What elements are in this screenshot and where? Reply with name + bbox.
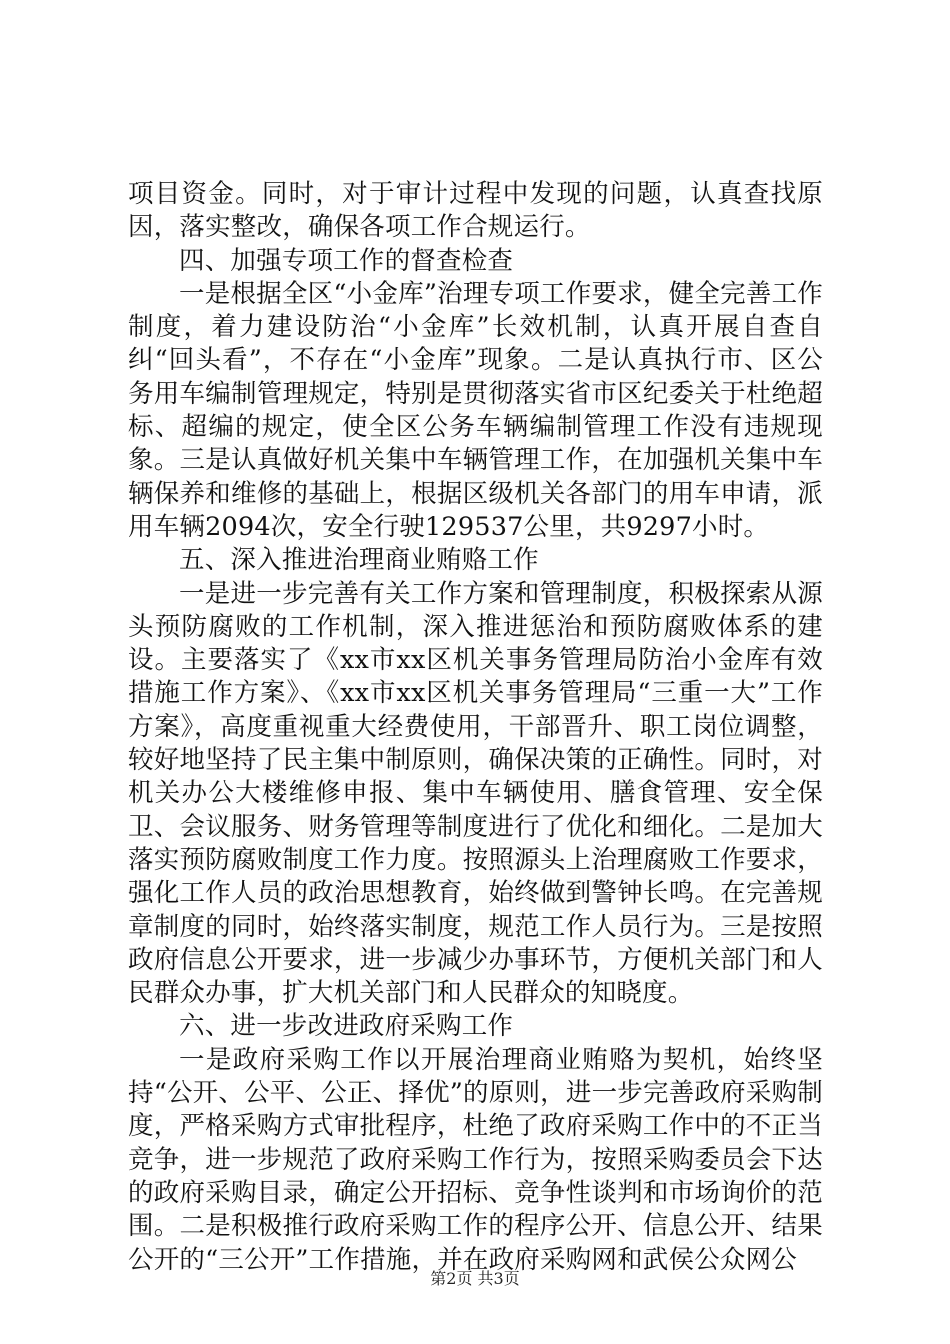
section-heading-4: 四、加强专项工作的督查检查 <box>179 245 514 276</box>
paragraph-section-4: 一是根据全区“小金库”治理专项工作要求，健全完善工作制度，着力建设防治“小金库”长效机制，认真开展自查自纠“回头看”，不存在“小金库”现象。二是认真执行市、区公务用车编制管理规定，特别是贯彻落实省市区纪委关于杜绝超标、超编的规定，使全区公务车辆编制管理工作没有违规现象。三是认真做好机关集中车辆管理工作，在加强机关集中车辆保养和维修的基础上，根据区级机关各部门的用车申请，派用车辆2094次，安全行驶129537公里，共9297小时。 <box>128 278 823 542</box>
paragraph-continuation: 项目资金。同时，对于审计过程中发现的问题，认真查找原因，落实整改，确保各项工作合规运行。 <box>128 179 823 243</box>
page-number-label: 第2页 共3页 <box>430 1269 520 1288</box>
paragraph-section-6: 一是政府采购工作以开展治理商业贿赂为契机，始终坚持“公开、公平、公正、择优”的原则，进一步完善政府采购制度，严格采购方式审批程序，杜绝了政府采购工作中的不正当竞争，进一步规范了政府采购工作行为，按照采购委员会下达的政府采购目录，确定公开招标、竞争性谈判和市场询价的范围。二是积极推行政府采购工作的程序公开、信息公开、结果公开的“三公开”工作措施，并在政府采购网和武侯公众网公 <box>128 1044 823 1275</box>
document-body <box>128 178 823 1277</box>
section-heading-6: 六、进一步改进政府采购工作 <box>179 1011 514 1042</box>
page-footer <box>0 1266 950 1289</box>
paragraph-section-5: 一是进一步完善有关工作方案和管理制度，积极探索从源头预防腐败的工作机制，深入推进惩治和预防腐败体系的建设。主要落实了《xx市xx区机关事务管理局防治小金库有效措施工作方案》、《xx市xx区机关事务管理局“三重一大”工作方案》，高度重视重大经费使用，干部晋升、职工岗位调整，较好地坚持了民主集中制原则，确保决策的正确性。同时，对机关办公大楼维修申报、集中车辆使用、膳食管理、安全保卫、会议服务、财务管理等制度进行了优化和细化。二是加大落实预防腐败制度工作力度。按照源头上治理腐败工作要求，强化工作人员的政治思想教育，始终做到警钟长鸣。在完善规章制度的同时，始终落实制度，规范工作人员行为。三是按照政府信息公开要求，进一步减少办事环节，方便机关部门和人民群众办事，扩大机关部门和人民群众的知晓度。 <box>128 578 823 1009</box>
section-heading-5: 五、深入推进治理商业贿赂工作 <box>179 545 539 576</box>
